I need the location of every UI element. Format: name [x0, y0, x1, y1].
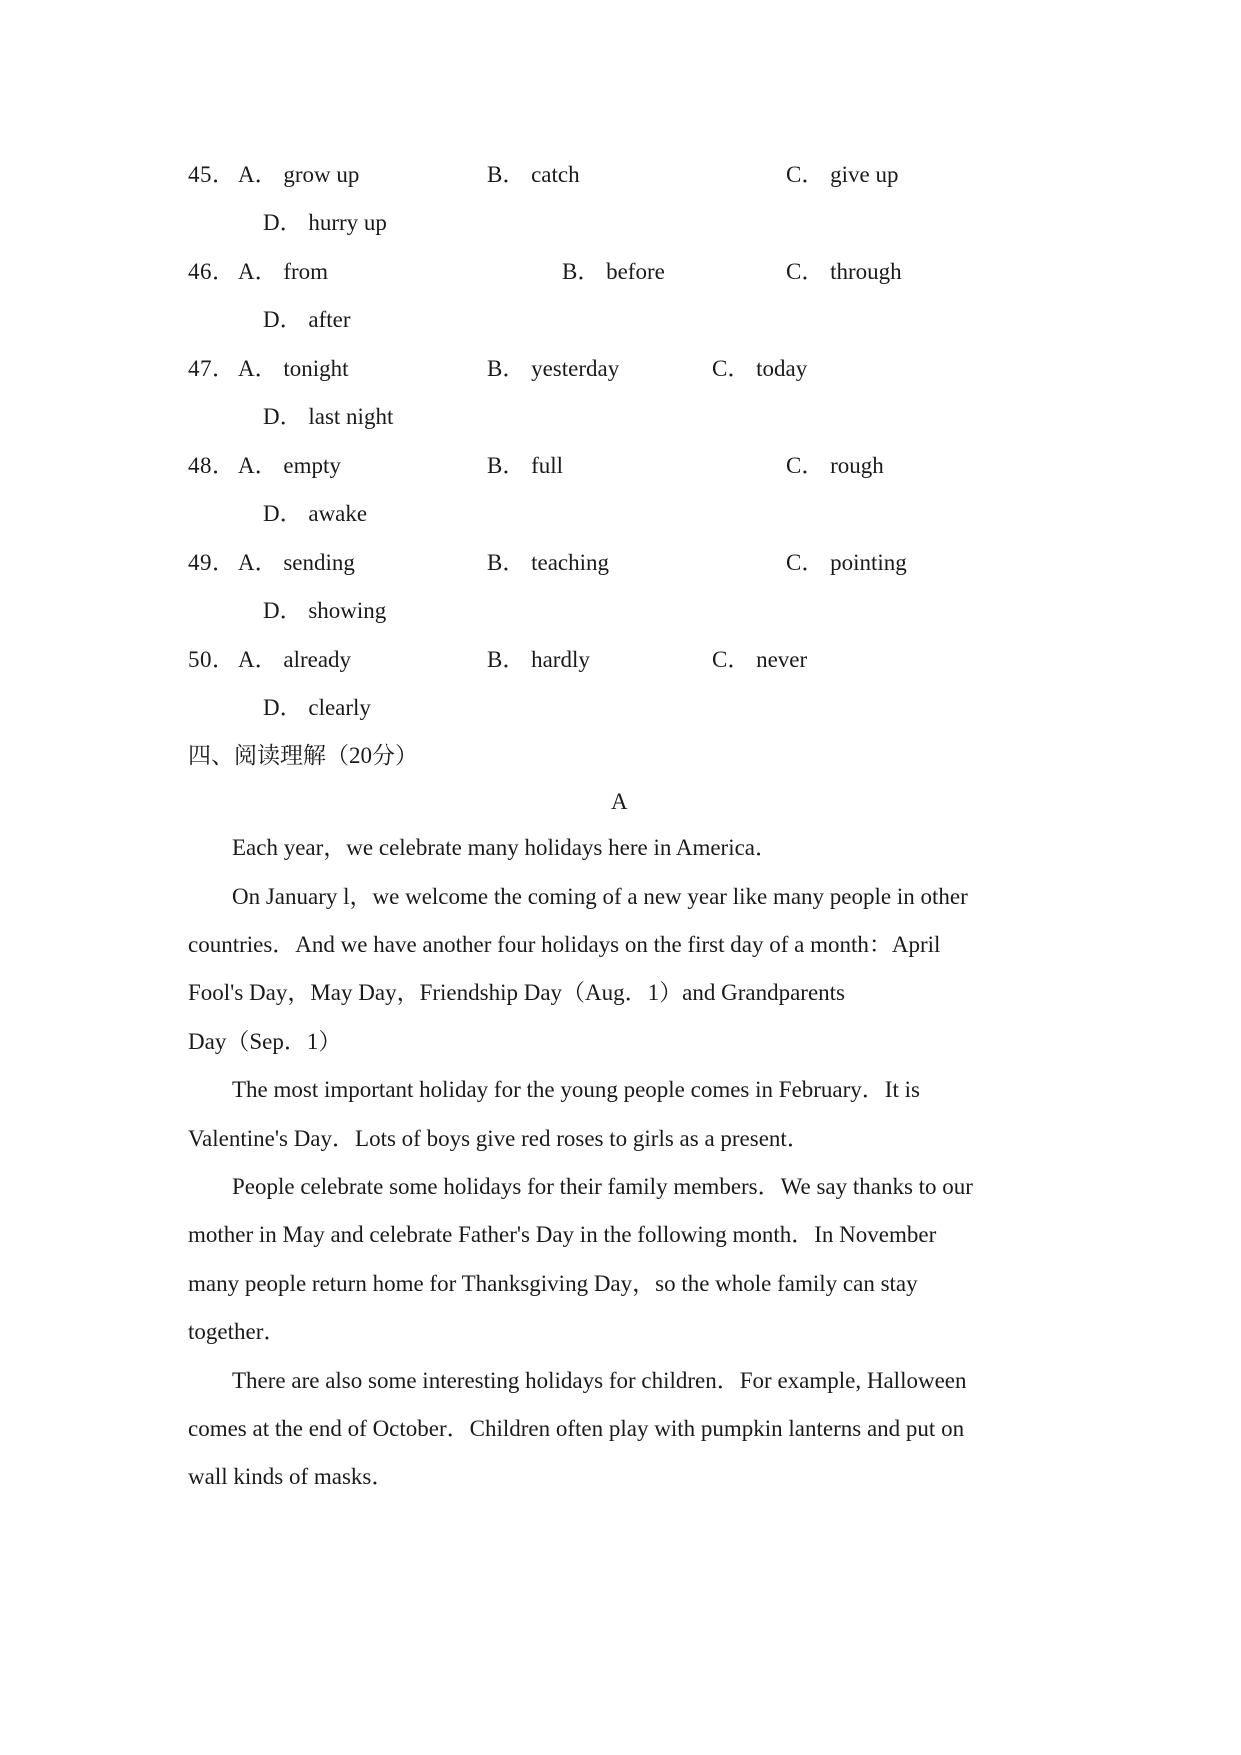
passage-line: mother in May and celebrate Father's Day in the following month．In November [188, 1222, 937, 1247]
question-number: 48． [188, 453, 236, 478]
passage-line: There are also some interesting holidays for children．For example, Halloween [232, 1368, 967, 1393]
option-a: A． empty [238, 453, 341, 478]
option-c: C． rough [786, 453, 884, 478]
option-c: C． give up [786, 162, 899, 187]
option-a: A． sending [238, 550, 355, 575]
question-number: 50． [188, 647, 236, 672]
option-b: B． before [562, 259, 665, 284]
question-number: 49． [188, 550, 236, 575]
option-a: A． grow up [238, 162, 360, 187]
option-c: C． pointing [786, 550, 907, 575]
option-c: C． never [712, 647, 808, 672]
passage-line: On January l，we welcome the coming of a new year like many people in other [232, 884, 968, 909]
passage-line: many people return home for Thanksgiving Day，so the whole family can stay [188, 1271, 918, 1296]
passage-line: comes at the end of October．Children often play with pumpkin lanterns and put on [188, 1416, 965, 1441]
option-b: B． hardly [487, 647, 590, 672]
option-c: C． through [786, 259, 902, 284]
section-heading: 四、阅读理解（20分） [188, 743, 418, 768]
passage-line: People celebrate some holidays for their family members．We say thanks to our [232, 1174, 973, 1199]
question-number: 45． [188, 162, 236, 187]
passage-line: wall kinds of masks． [188, 1464, 395, 1489]
passage-line: together． [188, 1319, 287, 1344]
passage-line: Day（Sep．1） [188, 1029, 342, 1054]
option-d: D． awake [263, 501, 368, 526]
option-a: A． from [238, 259, 329, 284]
option-d: D． last night [263, 404, 394, 429]
option-b: B． yesterday [487, 356, 620, 381]
option-b: B． catch [487, 162, 580, 187]
option-a: A． already [238, 647, 352, 672]
passage-label: A [611, 789, 628, 814]
question-number: 46． [188, 259, 236, 284]
question-number: 47． [188, 356, 236, 381]
option-b: B． full [487, 453, 564, 478]
option-a: A． tonight [238, 356, 349, 381]
option-b: B． teaching [487, 550, 609, 575]
passage-line: The most important holiday for the young people comes in February．It is [232, 1077, 920, 1102]
option-d: D． hurry up [263, 210, 387, 235]
option-d: D． clearly [263, 695, 371, 720]
passage-line: Fool's Day，May Day，Friendship Day（Aug．1）and Grandparents [188, 980, 845, 1005]
option-c: C． today [712, 356, 808, 381]
passage-line: Each year，we celebrate many holidays here in America． [232, 835, 779, 860]
passage-line: Valentine's Day．Lots of boys give red roses to girls as a present． [188, 1126, 810, 1151]
passage-line: countries．And we have another four holidays on the first day of a month：April [188, 932, 941, 957]
option-d: D． showing [263, 598, 387, 623]
option-d: D． after [263, 307, 351, 332]
